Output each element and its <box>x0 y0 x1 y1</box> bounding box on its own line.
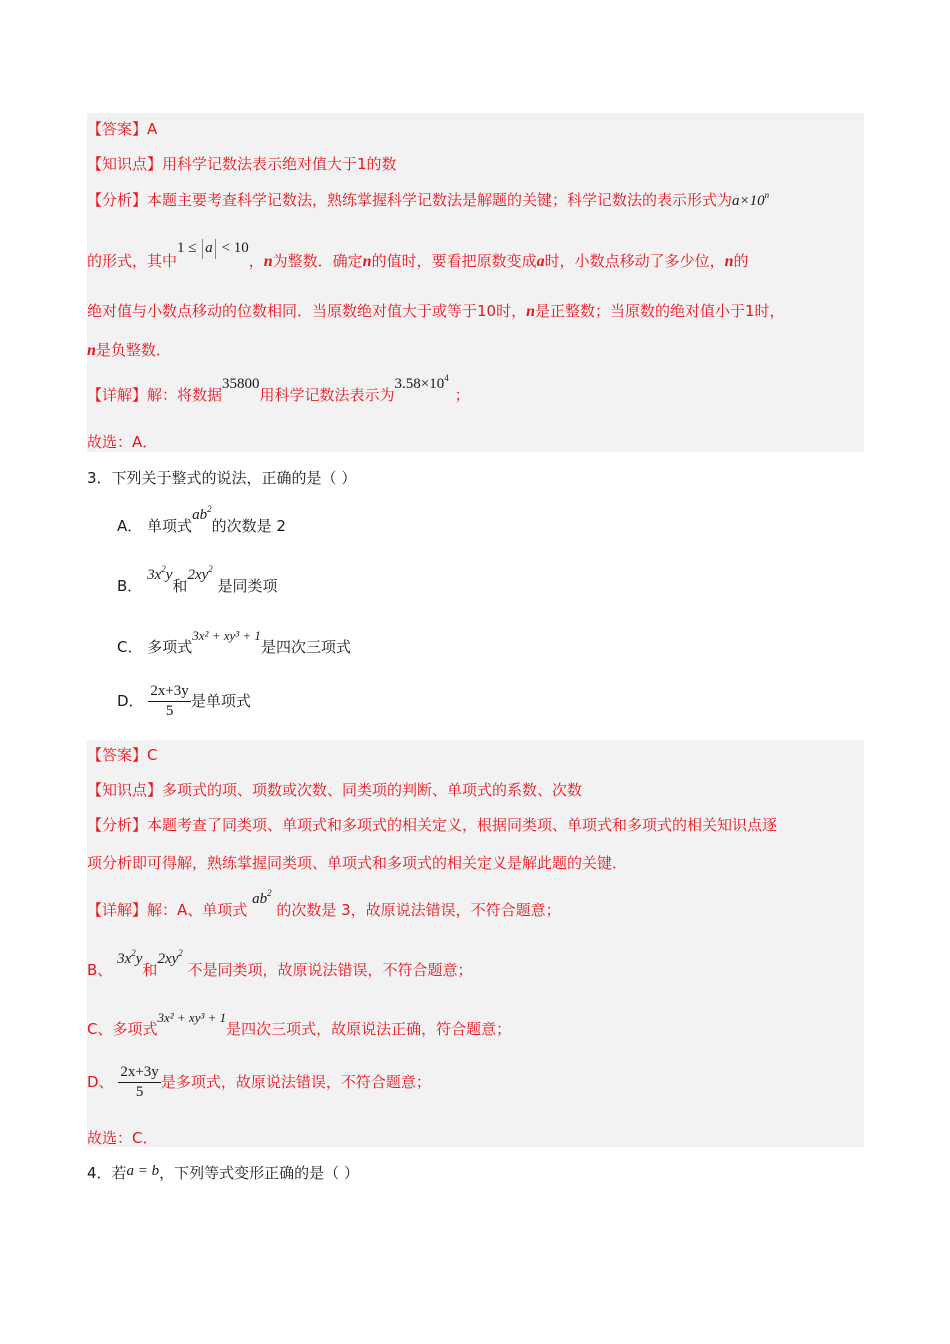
q3-choice-line: 故选：C． <box>87 1129 158 1147</box>
q2-analysis-line-2: 的形式，其中1 ≤ a < 10，n为整数．确定n的值时，要看把原数变成a时，小数点移动了多少位，n的 <box>87 240 749 270</box>
math-fraction: $\frac{2x+3y}{5}$ <box>120 1064 159 1100</box>
knowledge-text: 用科学记数法表示绝对值大于1的数 <box>162 155 397 173</box>
q2-analysis-line-1 <box>87 189 769 210</box>
q3-detail-a: 【详解】解：A、单项式 $ab^2$ 的次数是 3，故原说法错误，不符合题意； <box>87 888 561 919</box>
answer-value: A <box>147 120 158 138</box>
math-range: 1 ≤ a < 10 <box>177 240 249 256</box>
q3-option-a: A． 单项式$ab^2$的次数是 2 <box>117 504 286 535</box>
q3-option-c: C． 多项式3x² + xy³ + 1是四次三项式 <box>117 628 351 656</box>
analysis-text: 的形式，其中 <box>87 252 178 270</box>
knowledge-text: 多项式的项、项数或次数、同类项的判断、单项式的系数、次数 <box>162 781 583 799</box>
analysis-text: 绝对值与小数点移动的位数相同．当原数绝对值大于或等于10时， <box>87 302 527 320</box>
math-2xy2: $2xy^2$ <box>157 948 183 967</box>
detail-tag: 【详解】 <box>87 386 148 404</box>
q3-detail-d: D、 $\frac{2x+3y}{5}$ 是多项式，故原说法错误，不符合题意； <box>87 1064 431 1100</box>
q3-analysis-line-1: 【分析】本题考查了同类项、单项式和多项式的相关定义，根据同类项、单项式和多项式的相关知识点逐 <box>87 816 778 834</box>
analysis-text: 是负整数． <box>95 341 171 359</box>
math-a-equals-b: a = b <box>126 1163 160 1179</box>
q2-choice-line: 故选：A． <box>87 433 158 451</box>
answer-value: C <box>147 746 158 764</box>
math-ab2: $ab^2$ <box>252 888 272 907</box>
math-3x2y: $3x^2y$ <box>117 948 143 967</box>
detail-tag: 【详解】 <box>87 901 148 919</box>
q2-detail-line: 【详解】解：将数据35800用科学记数法表示为$3.58\times 10^4$； <box>87 373 470 404</box>
math-sci-form: $a\times 10^n$ <box>732 190 770 209</box>
q4-stem: 4．若a = b，下列等式变形正确的是（ ） <box>87 1163 359 1182</box>
q2-answer-line <box>87 118 157 139</box>
knowledge-tag: 【知识点】 <box>87 781 163 799</box>
math-2xy2: $2xy^2$ <box>187 564 213 583</box>
analysis-tag: 【分析】 <box>87 816 148 834</box>
knowledge-tag: 【知识点】 <box>87 155 163 173</box>
q3-stem: 3．下列关于整式的说法，正确的是（ ） <box>87 469 357 487</box>
q3-knowledge-line <box>87 779 582 800</box>
q3-detail-b: B、 $3x^2y$和$2xy^2$ 不是同类项，故原说法错误，不符合题意； <box>87 948 473 979</box>
math-3x2y: $3x^2y$ <box>147 564 173 583</box>
q3-option-d: D． $\frac{2x+3y}{5}$ 是单项式 <box>117 683 251 719</box>
q2-analysis-line-4: n是负整数． <box>87 341 171 359</box>
q3-detail-c: C、多项式3x² + xy³ + 1是四次三项式，故原说法正确，符合题意； <box>87 1010 512 1038</box>
q3-analysis-line-2: 项分析即可得解，熟练掌握同类项、单项式和多项式的相关定义是解此题的关键． <box>87 854 628 872</box>
analysis-text: 本题主要考查科学记数法，熟练掌握科学记数法是解题的关键；科学记数法的表示形式为 <box>147 191 733 209</box>
analysis-tag: 【分析】 <box>87 191 148 209</box>
math-polynomial: 3x² + xy³ + 1 <box>192 628 261 643</box>
q3-answer-line <box>87 744 158 765</box>
math-polynomial: 3x² + xy³ + 1 <box>157 1010 227 1025</box>
math-result: $3.58\times 10^4$ <box>394 373 449 392</box>
math-number: 35800 <box>222 376 260 392</box>
q2-analysis-line-3: 绝对值与小数点移动的位数相同．当原数绝对值大于或等于10时，n是正整数；当原数的绝对值小于1时， <box>87 302 785 320</box>
answer-tag: 【答案】 <box>87 746 148 764</box>
q3-option-b: B． $3x^2y$和$2xy^2$ 是同类项 <box>117 564 278 595</box>
math-ab2: $ab^2$ <box>192 504 212 523</box>
answer-tag: 【答案】 <box>87 120 148 138</box>
math-fraction: $\frac{2x+3y}{5}$ <box>150 683 189 719</box>
q2-knowledge-line <box>87 153 397 174</box>
